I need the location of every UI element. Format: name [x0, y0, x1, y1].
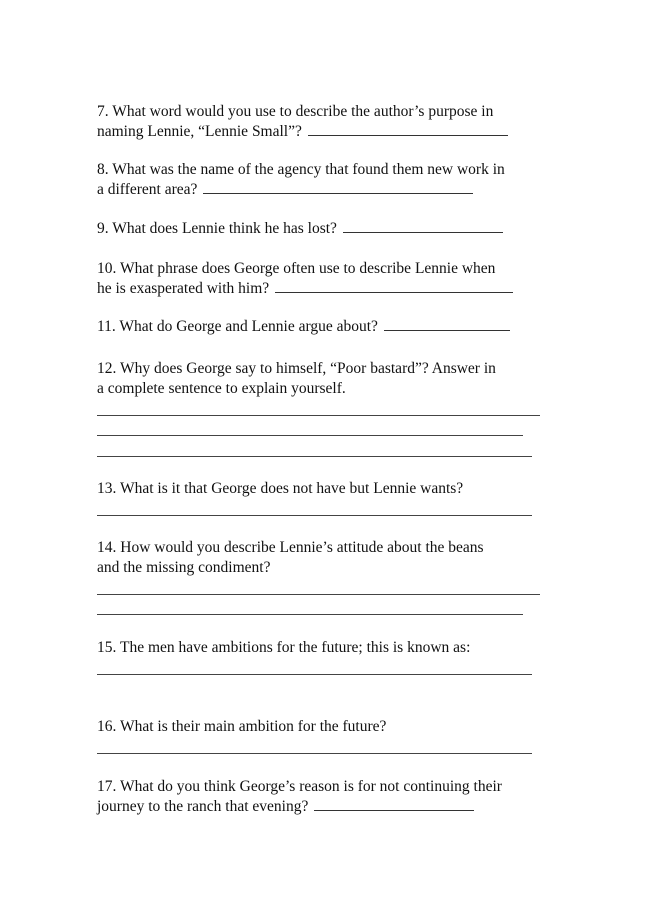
question-11-prompt: 11. What do George and Lennie argue about? — [97, 318, 378, 335]
answer-line-14-b[interactable] — [97, 614, 523, 615]
answer-blank-7[interactable] — [308, 123, 508, 136]
question-15-line-1: 15. The men have ambitions for the future; this is known as: — [97, 639, 471, 656]
question-14-line-1: 14. How would you describe Lennie’s attitude about the beans — [97, 539, 484, 556]
question-10-prompt: he is exasperated with him? — [97, 280, 270, 297]
question-9-line-1 — [97, 219, 503, 239]
answer-line-12-a[interactable] — [97, 415, 540, 416]
question-12-line-2: a complete sentence to explain yourself. — [97, 380, 346, 397]
answer-line-14-a[interactable] — [97, 594, 540, 595]
answer-line-16[interactable] — [97, 753, 532, 754]
answer-line-12-b[interactable] — [97, 435, 523, 436]
answer-blank-17[interactable] — [314, 798, 474, 811]
answer-line-12-c[interactable] — [97, 456, 532, 457]
answer-blank-11[interactable] — [384, 318, 510, 331]
question-14-line-2: and the missing condiment? — [97, 559, 271, 576]
answer-blank-8[interactable] — [203, 181, 473, 194]
question-8-line-1: 8. What was the name of the agency that found them new work in — [97, 161, 505, 178]
question-10-line-2 — [97, 279, 513, 299]
question-7-line-2 — [97, 122, 508, 142]
answer-line-15[interactable] — [97, 674, 532, 675]
question-12-line-1: 12. Why does George say to himself, “Poor bastard”? Answer in — [97, 360, 496, 377]
question-17-line-2 — [97, 797, 474, 817]
question-7-prompt: naming Lennie, “Lennie Small”? — [97, 123, 302, 140]
question-8-prompt: a different area? — [97, 181, 198, 198]
question-7-line-1: 7. What word would you use to describe the author’s purpose in — [97, 103, 494, 120]
question-17-line-1: 17. What do you think George’s reason is for not continuing their — [97, 778, 502, 795]
answer-line-13[interactable] — [97, 515, 532, 516]
answer-blank-9[interactable] — [343, 220, 503, 233]
question-13-line-1: 13. What is it that George does not have but Lennie wants? — [97, 480, 464, 497]
question-10-line-1: 10. What phrase does George often use to describe Lennie when — [97, 260, 496, 277]
question-17-prompt: journey to the ranch that evening? — [97, 798, 309, 815]
question-11-line-1 — [97, 317, 510, 337]
question-16-line-1: 16. What is their main ambition for the future? — [97, 718, 387, 735]
question-9-prompt: 9. What does Lennie think he has lost? — [97, 220, 337, 237]
question-8-line-2 — [97, 180, 473, 200]
answer-blank-10[interactable] — [275, 280, 513, 293]
